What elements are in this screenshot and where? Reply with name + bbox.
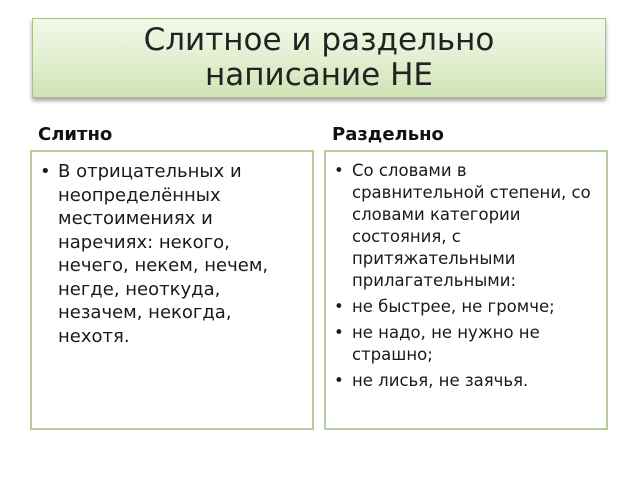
list-item-text: Со словами в сравнительной степени, со словами категории состояния, с притяжательными прилагательными:: [352, 161, 591, 290]
separate-rules-list: [332, 160, 598, 392]
list-item-text: В отрицательных и неопределённых местоимениях и наречиях: некого, нечего, некем, нечем, негде, неоткуда, незачем, некогда, нехотя.: [58, 161, 269, 347]
heading-together: Слитно: [38, 124, 113, 145]
list-item: [38, 160, 304, 348]
list-item: [332, 370, 598, 392]
together-rules-list: [38, 160, 304, 348]
heading-separate: Раздельно: [332, 124, 444, 145]
list-item-text: не быстрее, не громче;: [352, 297, 555, 316]
bullet-icon: •: [334, 297, 344, 316]
list-item: [332, 160, 598, 292]
list-item: [332, 296, 598, 318]
list-item-text: не лисья, не заячья.: [352, 371, 529, 390]
list-item-text: не надо, не нужно не страшно;: [352, 323, 540, 364]
slide-title-box: [32, 18, 606, 98]
separate-rules-box: [324, 150, 608, 430]
slide-title: Слитное и раздельно написание НЕ: [143, 22, 495, 93]
bullet-icon: •: [40, 161, 51, 182]
list-item: [332, 322, 598, 366]
bullet-icon: •: [334, 371, 344, 390]
bullet-icon: •: [334, 323, 344, 342]
together-rules-box: [30, 150, 314, 430]
bullet-icon: •: [334, 161, 344, 180]
